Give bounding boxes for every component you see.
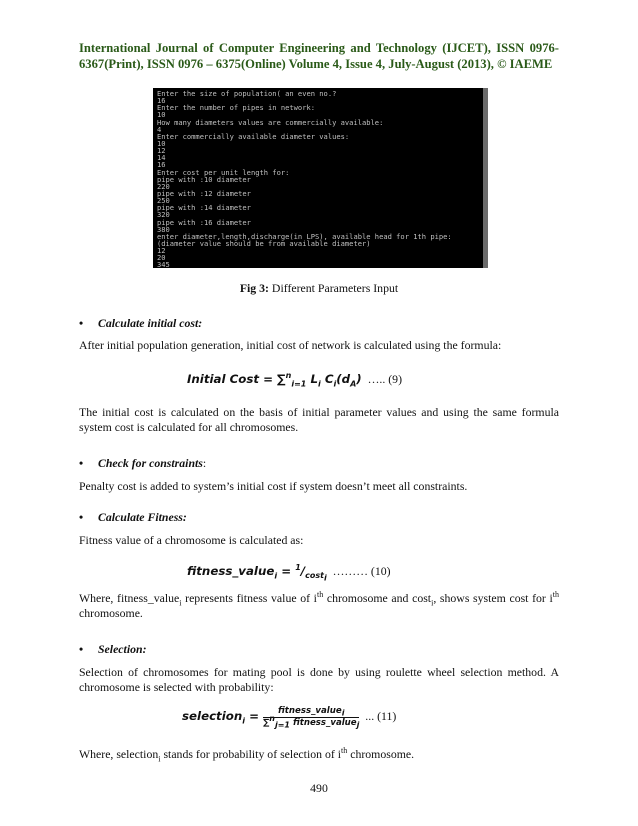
console-line: Enter the number of pipes in network: <box>157 103 316 113</box>
console-line: Enter the size of population( an even no.? <box>157 89 337 98</box>
console-line: 12 <box>157 146 166 156</box>
bullet-dot-icon: • <box>79 510 84 524</box>
console-line: 16 <box>157 96 166 106</box>
figure-caption-text: Different Parameters Input <box>268 281 399 295</box>
selection-formula: selection$_i$ = <box>182 709 264 726</box>
console-line: 14 <box>157 153 166 163</box>
console-line: 320 <box>157 210 170 220</box>
equation-9 <box>187 372 402 387</box>
console-line: pipe with :14 diameter <box>157 203 251 213</box>
paragraph-selection-where: Where, selection$_i$ stands for probability of selection of $i^{th}$ chromosome. <box>79 746 415 764</box>
selection-fraction: $\frac{fitness\_value_i}{\sum^n_{j=1} fitness\_value_j}$ <box>263 706 360 730</box>
console-line: 16 <box>157 160 166 170</box>
bullet-calculate-fitness: • Calculate Fitness: <box>79 510 187 524</box>
bullet-dot-icon: • <box>79 642 84 656</box>
bullet-calculate-initial-cost: • Calculate initial cost: <box>79 316 203 330</box>
console-line: pipe with :12 diameter <box>157 188 251 198</box>
paragraph-fitness-where: Where, fitness_value$_i$ represents fitness value of $i^{th}$ chromosome and cost$_i$, shows system cost for $i^{th}$ chromosome. <box>79 590 559 621</box>
fitness-formula: fitness_value$_i$ = $^1/_{cost_i}$ <box>187 563 327 583</box>
console-line: 12 <box>157 246 166 256</box>
console-line: Enter commercially available diameter values: <box>157 131 350 141</box>
figure-label: Fig 3: <box>239 281 269 295</box>
console-line: 250 <box>157 196 170 206</box>
console-line: 20 <box>157 253 166 263</box>
console-line: 345 <box>157 260 170 268</box>
initial-cost-formula: Initial Cost = ∑$^n_{i=1}$ $L_i$ $C_i(d_A)$ <box>187 371 362 389</box>
equation-10 <box>187 563 391 583</box>
bullet-dot-icon: • <box>79 456 84 470</box>
equation-11-label: ... (11) <box>365 709 397 724</box>
paragraph-fitness-value: Fitness value of a chromosome is calculated as: <box>79 533 304 547</box>
console-line: (diameter value should be from available diameter) <box>157 238 371 248</box>
journal-header: International Journal of Computer Engineering and Technology (IJCET), ISSN 0976-6367(Print), ISSN 0976 – 6375(Online) Volume 4, Issue 4, July-August (2013), © IAEME <box>79 41 559 71</box>
equation-10-label: ……… (10) <box>332 564 391 578</box>
bullet-check-constraints: • Check for constraints: <box>79 456 207 470</box>
equation-9-label: ….. (9) <box>367 372 402 386</box>
console-line: Enter cost per unit length for: <box>157 167 290 177</box>
console-line: 10 <box>157 110 166 120</box>
console-screenshot <box>153 88 488 268</box>
bullet-dot-icon: • <box>79 316 84 330</box>
console-line: 10 <box>157 138 166 148</box>
console-line: enter diameter,length,discharge(in LPS), available head for 1th pipe: <box>157 231 452 241</box>
console-line: pipe with :16 diameter <box>157 217 251 227</box>
equation-11 <box>182 706 396 729</box>
console-line: 220 <box>157 181 170 191</box>
page-number: 490 <box>310 781 328 795</box>
paragraph-initial-cost-basis: The initial cost is calculated on the basis of initial parameter values and using the same formula system cost is calculated for all chromosomes. <box>79 405 559 435</box>
console-line: 380 <box>157 224 170 234</box>
paragraph-roulette-selection: Selection of chromosomes for mating pool is done by using roulette wheel selection method. A chromosome is selected with probability: <box>79 665 559 695</box>
console-line: How many diameters values are commercially available: <box>157 117 384 127</box>
console-line: pipe with :10 diameter <box>157 174 251 184</box>
console-line: 4 <box>157 124 162 134</box>
console-scrollbar <box>483 88 488 268</box>
figure-caption <box>0 281 638 296</box>
paragraph-penalty-cost: Penalty cost is added to system’s initial cost if system doesn’t meet all constraints. <box>79 479 468 493</box>
bullet-selection: • Selection: <box>79 642 147 656</box>
paragraph-initial-population: After initial population generation, initial cost of network is calculated using the formula: <box>79 338 502 352</box>
